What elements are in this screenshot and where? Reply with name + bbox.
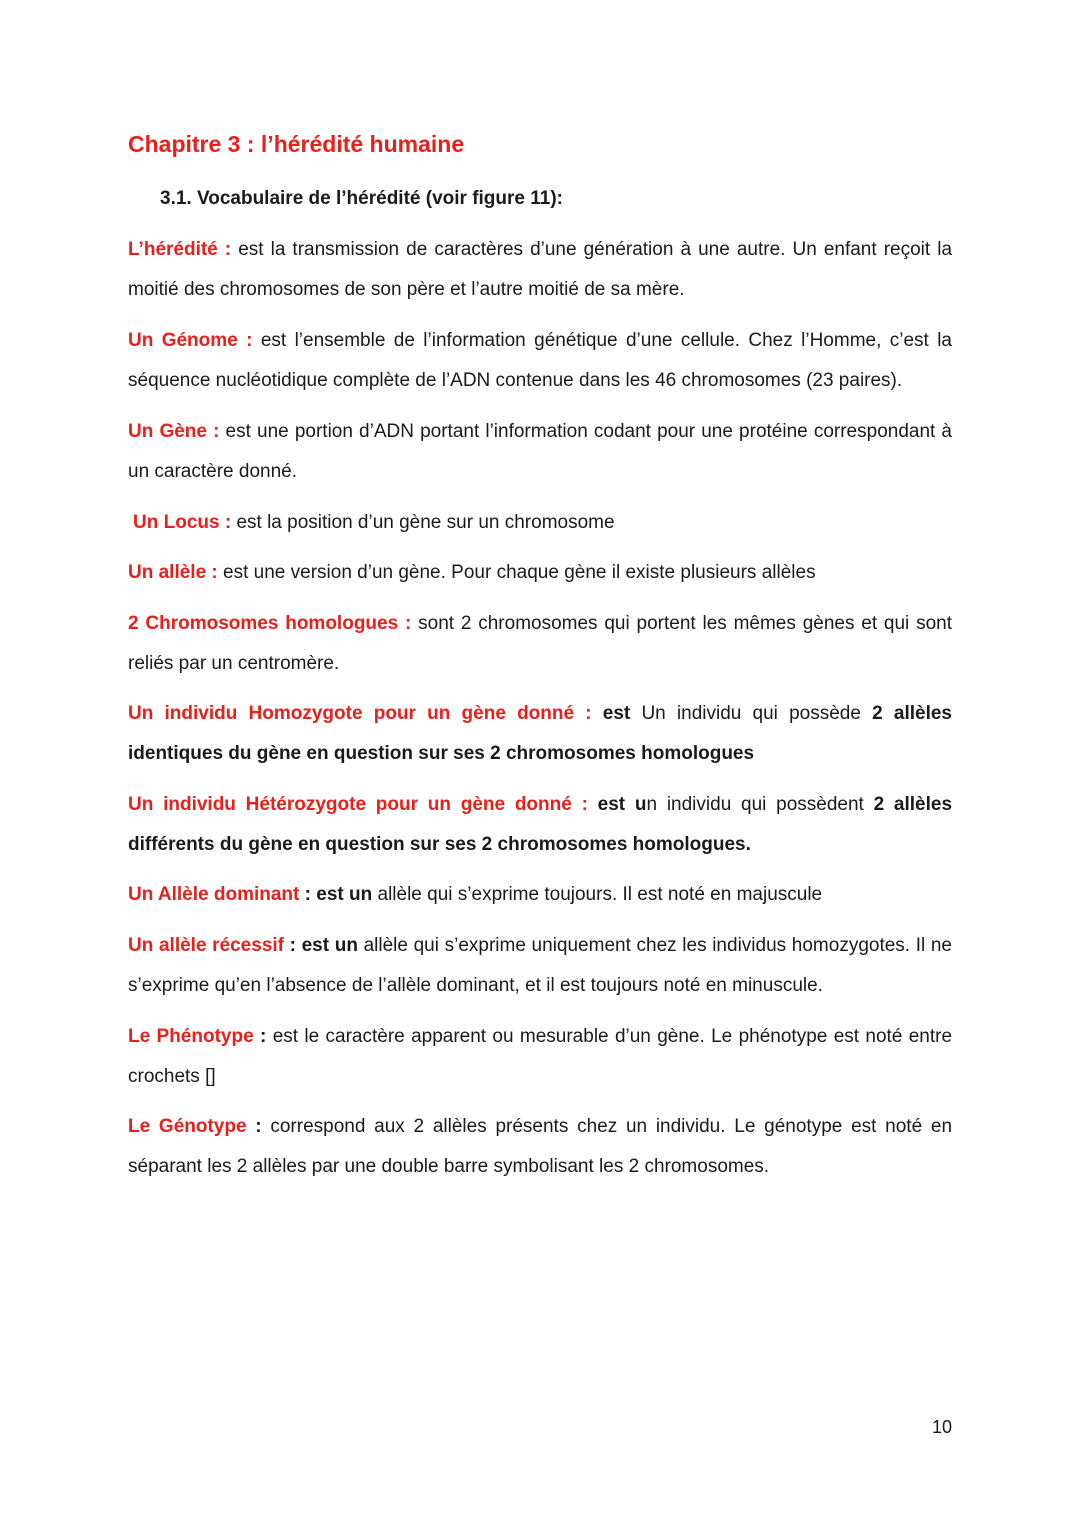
definition-bold-lead: : est un — [284, 935, 358, 956]
definition-term: Un Génome : — [128, 330, 253, 351]
definition-gene — [128, 412, 952, 492]
definition-term: L’hérédité : — [128, 239, 232, 260]
definition-text: est l’ensemble de l’information génétique d’une cellule. Chez l’Homme, c’est la séquence nucléotidique complète de l’ADN contenue dans les 46 chromosomes (23 paires). — [128, 330, 952, 391]
definition-bold-lead: est — [591, 703, 631, 724]
definition-bold-lead: est u — [587, 794, 647, 815]
definition-bold-lead: : — [246, 1116, 262, 1137]
definition-bold-tail: 2 allèles différents du gène en question sur ses 2 chromosomes homologues. — [128, 794, 953, 855]
definition-term: Un allèle récessif — [128, 935, 284, 956]
definition-term: Le Phénotype — [128, 1026, 254, 1047]
definition-term: Un Gène : — [128, 421, 220, 442]
definition-term: Un allèle : — [128, 562, 218, 583]
definition-text: est une portion d’ADN portant l’information codant pour une protéine correspondant à un caractère donné. — [128, 421, 952, 482]
definition-locus — [133, 503, 952, 543]
section-title: 3.1. Vocabulaire de l’hérédité (voir figure 11): — [160, 188, 563, 209]
definition-text: n individu qui possèdent — [646, 794, 874, 815]
definition-text: Un individu qui possède — [630, 703, 873, 724]
definition-text: est la position d’un gène sur un chromosome — [231, 512, 615, 533]
definition-allele-recessif — [128, 926, 952, 1006]
definition-text: est la transmission de caractères d’une génération à une autre. Un enfant reçoit la moitié des chromosomes de son père et l’autre moitié de sa mère. — [128, 239, 953, 300]
definition-text: sont 2 chromosomes qui portent les mêmes gènes et qui sont reliés par un centromère. — [128, 613, 953, 674]
definition-bold-tail: 2 allèles identiques du gène en question sur ses 2 chromosomes homologues — [128, 703, 952, 764]
definition-bold-lead: : est un — [299, 884, 373, 905]
definition-term: Un individu Hétérozygote pour un gène donné : — [128, 794, 588, 815]
definition-term: Le Génotype — [128, 1116, 247, 1137]
definition-term: Un individu Homozygote pour un gène donné : — [128, 703, 592, 724]
definition-heterozygote — [128, 785, 952, 865]
definition-heredite — [128, 230, 952, 310]
definition-genotype — [128, 1107, 952, 1187]
definition-genome — [128, 321, 952, 401]
definition-text: correspond aux 2 allèles présents chez un individu. Le génotype est noté en séparant les 2 allèles par une double barre symbolisant les 2 chromosomes. — [128, 1116, 953, 1177]
definition-allele — [128, 553, 952, 593]
definition-text: est le caractère apparent ou mesurable d’un gène. Le phénotype est noté entre crochets [] — [128, 1026, 953, 1087]
definition-text: allèle qui s’exprime toujours. Il est noté en majuscule — [372, 884, 823, 905]
chapter-title: Chapitre 3 : l’hérédité humaine — [128, 131, 465, 157]
definition-phenotype — [128, 1017, 952, 1097]
definition-term: 2 Chromosomes homologues : — [128, 613, 412, 634]
page-number: 10 — [931, 1417, 952, 1437]
definition-homozygote — [128, 694, 952, 774]
definition-chromosomes-homologues — [128, 604, 952, 684]
definition-allele-dominant — [128, 875, 952, 915]
definition-bold-lead: : — [253, 1026, 267, 1047]
definition-text: est une version d’un gène. Pour chaque gène il existe plusieurs allèles — [217, 562, 816, 583]
definition-text: allèle qui s’exprime uniquement chez les individus homozygotes. Il ne s’exprime qu’en l’absence de l’allèle dominant, et il est toujours noté en minuscule. — [128, 935, 953, 996]
definition-term: Un Allèle dominant — [128, 884, 300, 905]
definition-term: Un Locus : — [133, 512, 232, 533]
